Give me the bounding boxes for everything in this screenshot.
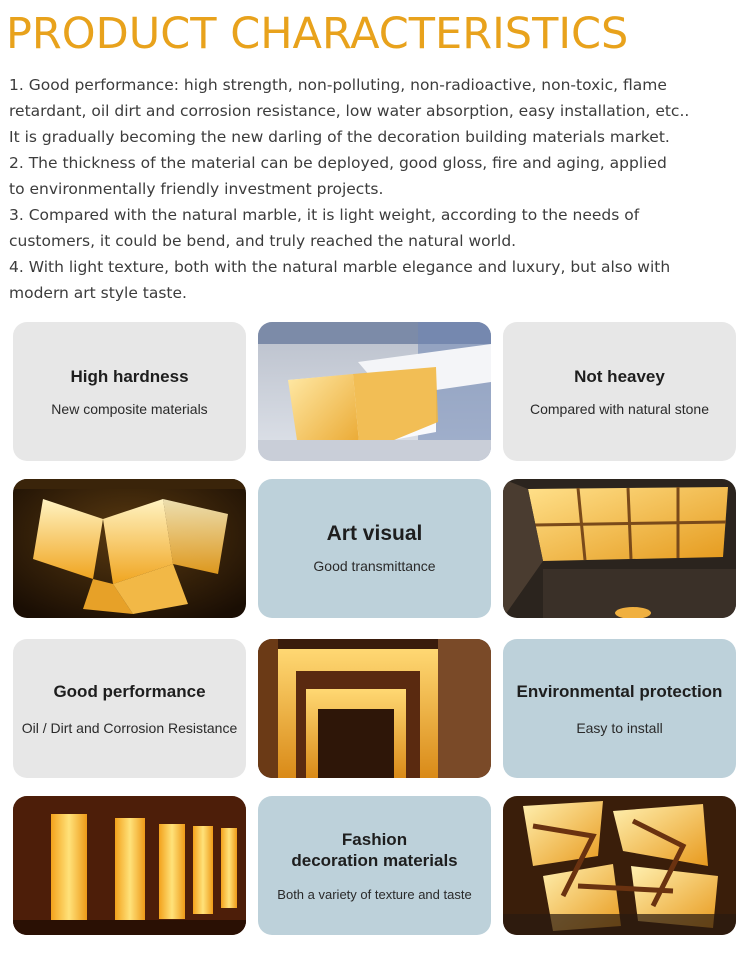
feature-text: Oil / Dirt and Corrosion Resistance [21, 720, 238, 736]
ceiling-panel-photo [503, 479, 736, 618]
feature-card-environmental-protection [503, 639, 736, 778]
chandelier-photo [13, 479, 246, 618]
feature-card-fashion [258, 796, 491, 935]
description-line: modern art style taste. [9, 284, 187, 302]
feature-card-good-performance [13, 639, 246, 778]
description-line: It is gradually becoming the new darling of the decoration building materials market. [9, 128, 670, 146]
feature-text: Both a variety of texture and taste [277, 887, 472, 902]
description-line: customers, it could be bend, and truly reached the natural world. [9, 232, 517, 250]
page-title: PRODUCT CHARACTERISTICS [6, 9, 629, 59]
feature-heading: Good performance [53, 682, 206, 701]
feature-text: New composite materials [51, 401, 208, 417]
feature-text: Compared with natural stone [530, 401, 709, 417]
feature-heading: Not heavey [574, 367, 665, 386]
wall-sculpture-photo [503, 796, 736, 935]
description [9, 72, 744, 306]
feature-heading: decoration materials [291, 851, 458, 870]
feature-card-high-hardness [13, 322, 246, 461]
feature-heading: Art visual [326, 522, 423, 545]
feature-card-art-visual [258, 479, 491, 618]
reception-desk-photo [258, 322, 491, 461]
feature-card-not-heavey [503, 322, 736, 461]
description-line: retardant, oil dirt and corrosion resistance, low water absorption, easy installation, etc.. [9, 102, 690, 120]
feature-heading: High hardness [70, 367, 189, 386]
description-line: 1. Good performance: high strength, non-polluting, non-radioactive, non-toxic, flame [9, 76, 667, 94]
feature-heading: Environmental protection [516, 682, 723, 701]
light-columns-photo [13, 796, 246, 935]
feature-text: Good transmittance [313, 558, 436, 574]
description-line: to environmentally friendly investment projects. [9, 180, 384, 198]
doorway-photo [258, 639, 491, 778]
feature-heading: Fashion [341, 830, 408, 849]
description-line: 4. With light texture, both with the natural marble elegance and luxury, but also with [9, 258, 671, 276]
description-line: 3. Compared with the natural marble, it is light weight, according to the needs of [9, 206, 640, 224]
description-line: 2. The thickness of the material can be deployed, good gloss, fire and aging, applied [9, 154, 667, 172]
feature-text: Easy to install [576, 720, 663, 736]
